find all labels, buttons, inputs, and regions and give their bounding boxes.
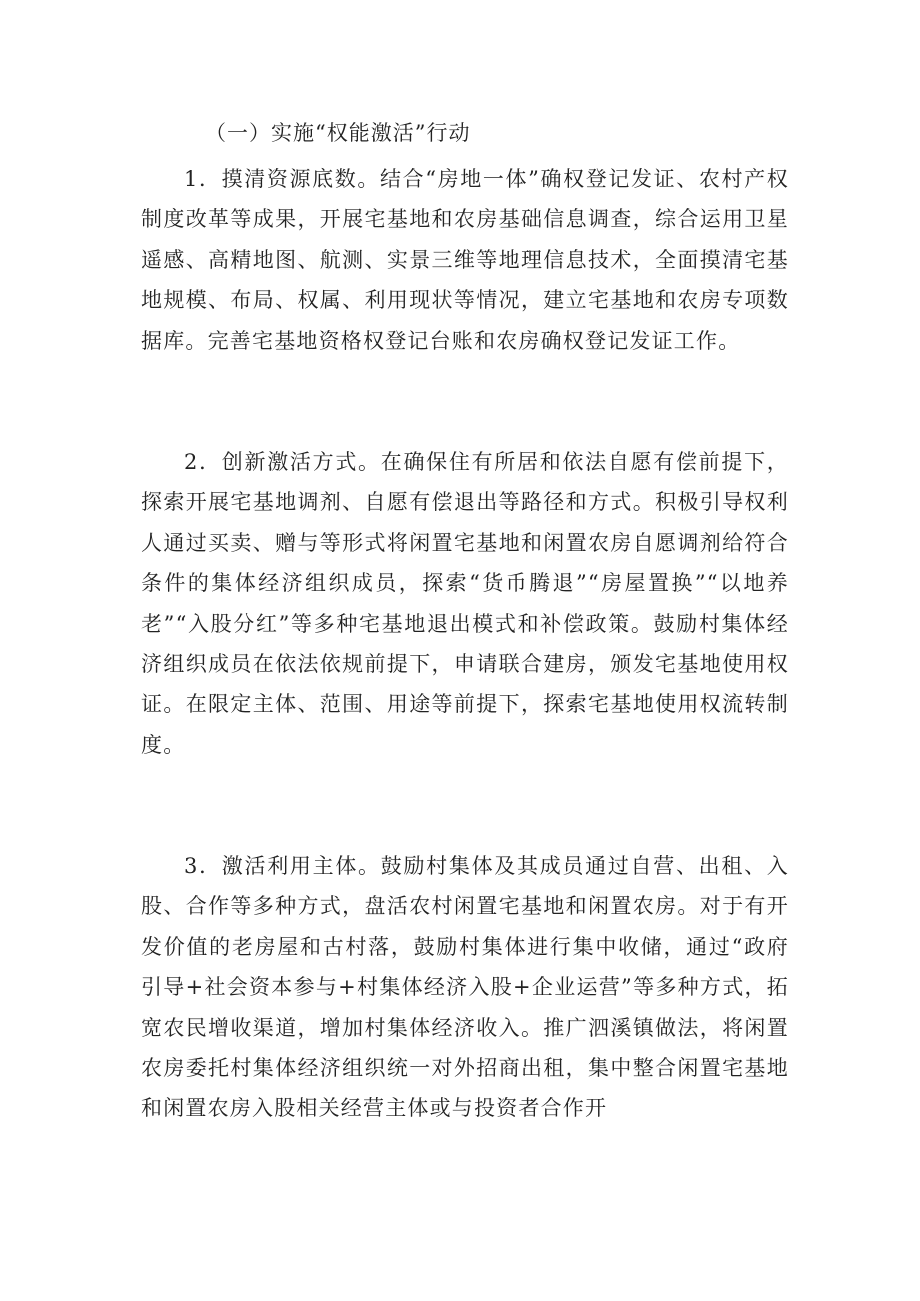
section-heading: （一）实施“权能激活”行动 [205, 121, 471, 145]
paragraph-activate-entities: 3．激活利用主体。鼓励村集体及其成员通过自营、出租、入股、合作等多种方式，盘活农村闲置宅基地和闲置农房。对于有开发价值的老房屋和古村落，鼓励村集体进行集中收储，通过“政府引导+社会资本参与+村集体经济入股+企业运营”等多种方式，拓宽农民增收渠道，增加村集体经济收入。推广泗溪镇做法，将闲置农房委托村集体经济组织统一对外招商出租，集中整合闲置宅基地和闲置农房入股相关经营主体或与投资者合作开 [141, 854, 789, 1121]
paragraph-innovate-activation: 2．创新激活方式。在确保住有所居和依法自愿有偿前提下，探索开展宅基地调剂、自愿有偿退出等路径和方式。积极引导权利人通过买卖、赠与等形式将闲置宅基地和闲置农房自愿调剂给符合条件的集体经济组织成员，探索“货币腾退”“房屋置换”“以地养老”“入股分红”等多种宅基地退出模式和补偿政策。鼓励村集体经济组织成员在依法依规前提下，申请联合建房，颁发宅基地使用权证。在限定主体、范围、用途等前提下，探索宅基地使用权流转制度。 [141, 450, 789, 757]
paragraph-survey-resources: 1．摸清资源底数。结合“房地一体”确权登记发证、农村产权制度改革等成果，开展宅基地和农房基础信息调查，综合运用卫星遥感、高精地图、航测、实景三维等地理信息技术，全面摸清宅基地规模、布局、权属、利用现状等情况，建立宅基地和农房专项数据库。完善宅基地资格权登记台账和农房确权登记发证工作。 [141, 167, 789, 353]
